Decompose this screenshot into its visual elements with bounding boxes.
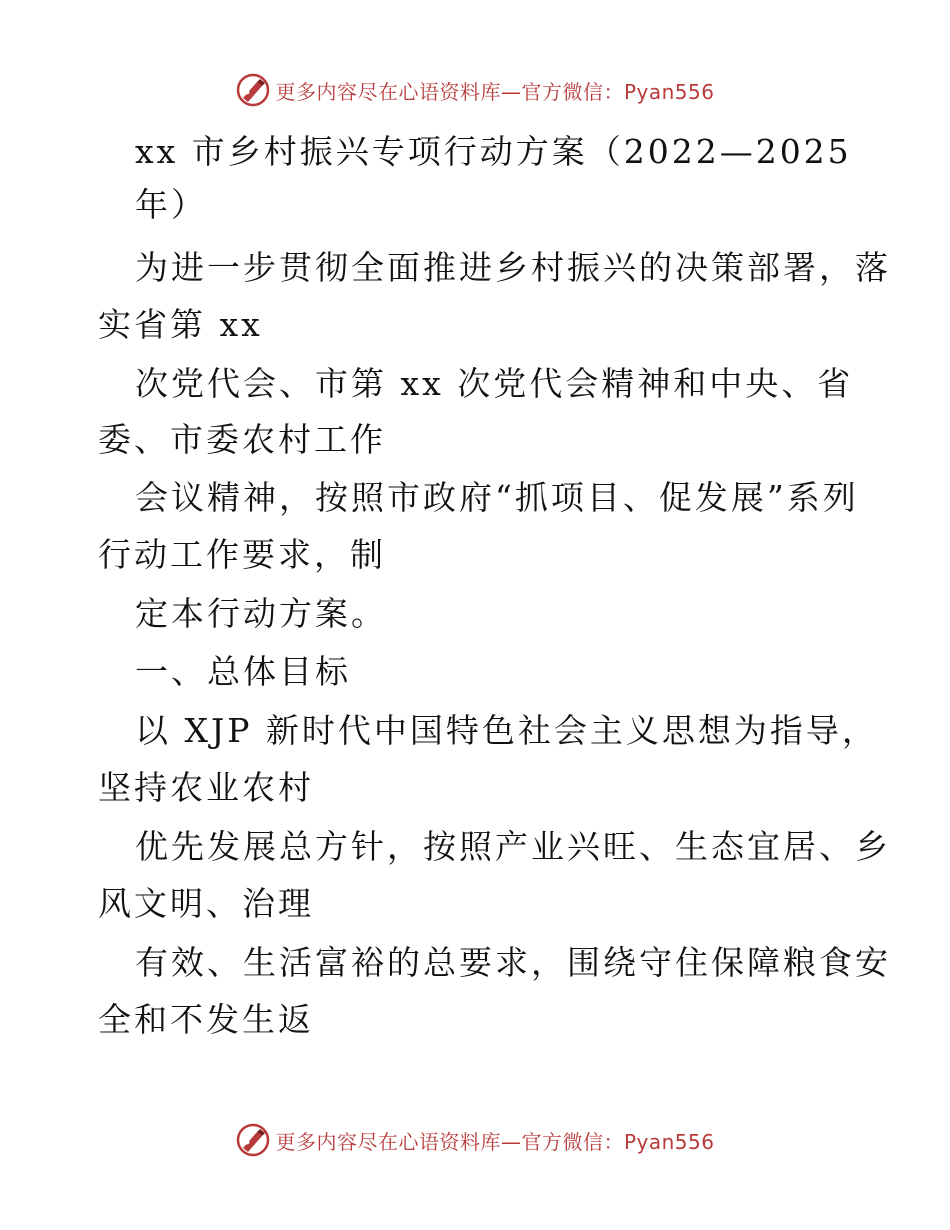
pen-logo-icon [235,1122,271,1158]
paragraph-line: 坚持农业农村 [98,768,314,807]
title-line-2: 年） [135,185,207,224]
paragraph-line: 委、市委农村工作 [98,420,386,459]
pen-logo-icon [235,72,271,108]
paragraph-line: 行动工作要求，制 [98,535,386,574]
paragraph-line: 以 XJP 新时代中国特色社会主义思想为指导， [135,711,878,750]
paragraph-line: 有效、生活富裕的总要求，围绕守住保障粮食安 [135,943,891,982]
paragraph-line: 定本行动方案。 [135,594,387,633]
paragraph-line: 实省第 xx [98,305,263,344]
section-heading: 一、总体目标 [135,652,351,691]
watermark-text: 更多内容尽在心语资料库—官方微信：Pyan556 [275,1129,715,1154]
paragraph-line: 会议精神，按照市政府“抓项目、促发展”系列 [135,478,859,517]
paragraph-line: 风文明、治理 [98,884,314,923]
paragraph-line: 全和不发生返 [98,1000,314,1039]
footer-watermark [0,1120,950,1160]
title-line-1: xx 市乡村振兴专项行动方案（2022—2025 [135,132,852,171]
watermark-text: 更多内容尽在心语资料库—官方微信：Pyan556 [275,79,715,104]
header-watermark [0,70,950,110]
paragraph-line: 为进一步贯彻全面推进乡村振兴的决策部署，落 [135,248,891,287]
paragraph-line: 优先发展总方针，按照产业兴旺、生态宜居、乡 [135,827,891,866]
paragraph-line: 次党代会、市第 xx 次党代会精神和中央、省 [135,364,854,403]
